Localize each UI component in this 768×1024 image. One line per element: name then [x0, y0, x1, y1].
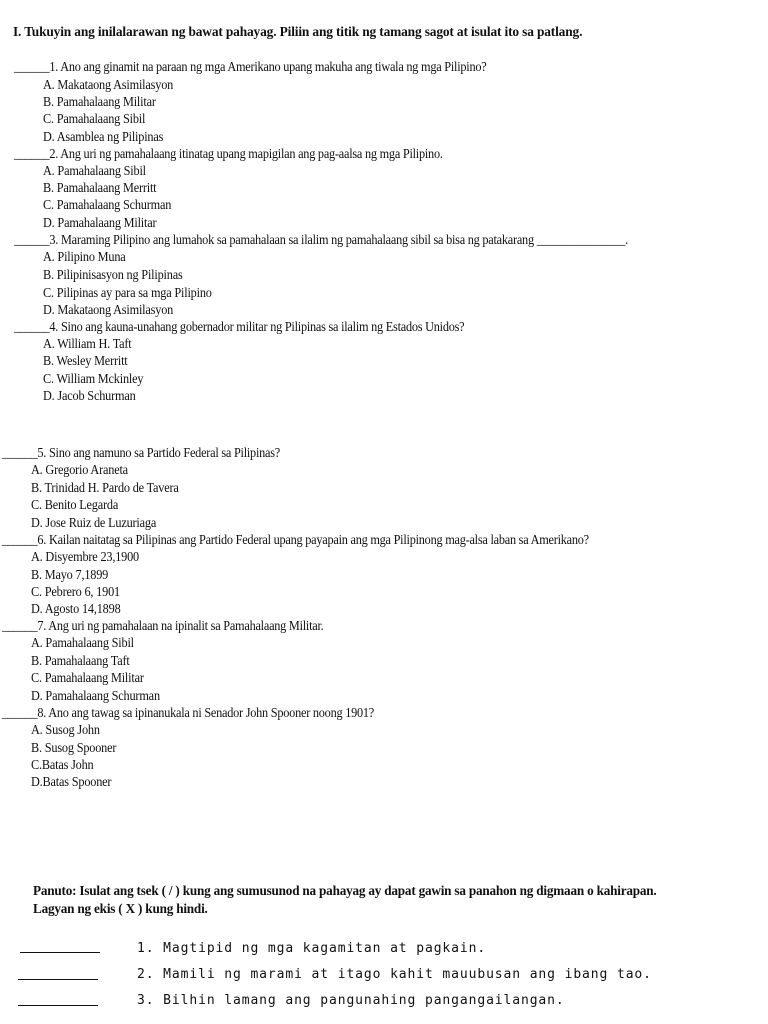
- choice-7b: B. Pamahalaang Taft: [31, 653, 130, 668]
- question-6: ______6. Kailan naitatag sa Pilipinas ang Partido Federal upang payapain ang mga Pilipinong mag-alsa laban sa Amerikano?: [2, 532, 589, 547]
- choice-1a: A. Makataong Asimilasyon: [43, 77, 174, 92]
- choice-7c: C. Pamahalaang Militar: [31, 670, 144, 685]
- choice-4c: C. William Mckinley: [43, 371, 144, 386]
- choice-6a: A. Disyembre 23,1900: [31, 549, 140, 564]
- choice-5a: A. Gregorio Araneta: [31, 462, 128, 477]
- statement-1: 1. Magtipid ng mga kagamitan at pagkain.: [137, 941, 487, 956]
- choice-1c: C. Pamahalaang Sibil: [43, 111, 146, 126]
- choice-2a: A. Pamahalaang Sibil: [43, 163, 146, 178]
- choice-6b: B. Mayo 7,1899: [31, 567, 109, 582]
- question-1: ______1. Ano ang ginamit na paraan ng mga Amerikano upang makuha ang tiwala ng mga Pilipino?: [14, 59, 487, 74]
- choice-2b: B. Pamahalaang Merritt: [43, 180, 157, 195]
- choice-8a: A. Susog John: [31, 722, 100, 737]
- statement-2: 2. Mamili ng marami at itago kahit mauubusan ang ibang tao.: [137, 967, 652, 982]
- choice-5c: C. Benito Legarda: [31, 497, 119, 512]
- choice-6c: C. Pebrero 6, 1901: [31, 584, 120, 599]
- choice-8c: C.Batas John: [31, 757, 94, 772]
- question-7: ______7. Ang uri ng pamahalaan na ipinalit sa Pamahalaang Militar.: [2, 618, 324, 633]
- choice-5d: D. Jose Ruiz de Luzuriaga: [31, 515, 157, 530]
- choice-2d: D. Pamahalaang Militar: [43, 215, 157, 230]
- choice-6d: D. Agosto 14,1898: [31, 601, 121, 616]
- question-8: ______8. Ano ang tawag sa ipinanukala ni Senador John Spooner noong 1901?: [2, 705, 375, 720]
- choice-3a: A. Pilipino Muna: [43, 249, 126, 264]
- choice-3c: C. Pilipinas ay para sa mga Pilipino: [43, 285, 212, 300]
- directions-line-2: Lagyan ng ekis ( X ) kung hindi.: [33, 901, 208, 916]
- choice-5b: B. Trinidad H. Pardo de Tavera: [31, 480, 179, 495]
- section-instruction: I. Tukuyin ang inilalarawan ng bawat pahayag. Piliin ang titik ng tamang sagot at isulat ito sa patlang.: [13, 24, 583, 39]
- choice-7d: D. Pamahalaang Schurman: [31, 688, 160, 703]
- answer-blank-1[interactable]: [20, 952, 100, 953]
- choice-7a: A. Pamahalaang Sibil: [31, 635, 134, 650]
- choice-1d: D. Asamblea ng Pilipinas: [43, 129, 164, 144]
- answer-blank-3[interactable]: [18, 1005, 98, 1006]
- choice-4a: A. William H. Taft: [43, 336, 132, 351]
- directions-line-1: Panuto: Isulat ang tsek ( / ) kung ang sumusunod na pahayag ay dapat gawin sa panahon ng digmaan o kahirapan.: [33, 883, 657, 898]
- directions-block: [33, 882, 753, 918]
- choice-1b: B. Pamahalaang Militar: [43, 94, 156, 109]
- question-3: ______3. Maraming Pilipino ang lumahok sa pamahalaan sa ilalim ng pamahalaang sibil sa bisa ng patakarang _______________.: [14, 232, 629, 247]
- choice-3d: D. Makataong Asimilasyon: [43, 302, 174, 317]
- question-2: ______2. Ang uri ng pamahalaang itinatag upang mapigilan ang pag-aalsa ng mga Pilipino.: [14, 146, 443, 161]
- choice-8b: B. Susog Spooner: [31, 740, 117, 755]
- choice-4b: B. Wesley Merritt: [43, 353, 128, 368]
- answer-blank-2[interactable]: [18, 979, 98, 980]
- question-5: ______5. Sino ang namuno sa Partido Federal sa Pilipinas?: [2, 445, 280, 460]
- choice-2c: C. Pamahalaang Schurman: [43, 197, 172, 212]
- choice-3b: B. Pilipinisasyon ng Pilipinas: [43, 267, 183, 282]
- choice-8d: D.Batas Spooner: [31, 774, 112, 789]
- choice-4d: D. Jacob Schurman: [43, 388, 136, 403]
- question-4: ______4. Sino ang kauna-unahang gobernador militar ng Pilipinas sa ilalim ng Estados Unidos?: [14, 319, 465, 334]
- statement-3: 3. Bilhin lamang ang pangunahing pangangailangan.: [137, 993, 565, 1008]
